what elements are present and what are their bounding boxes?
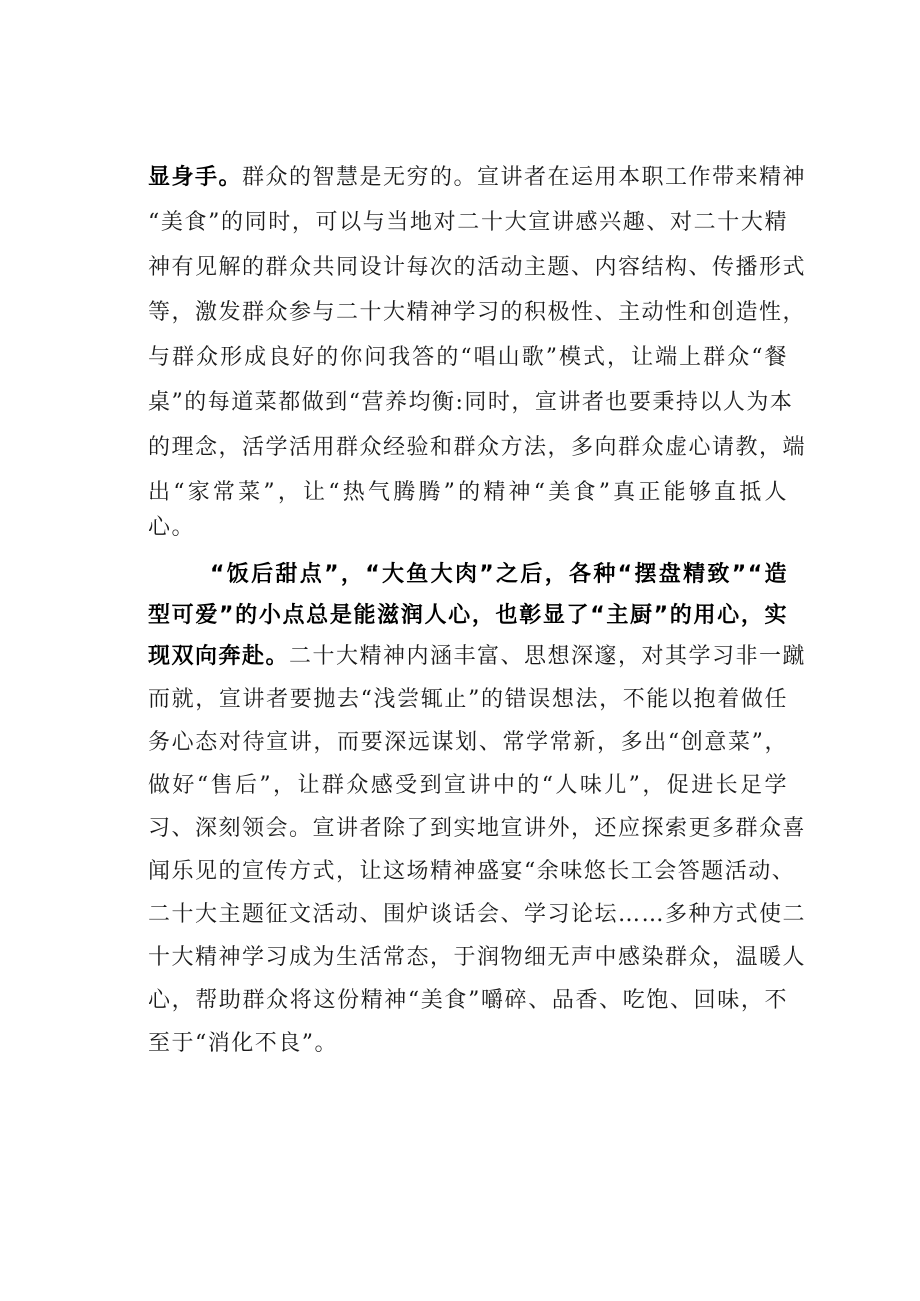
paragraph-2-line-3	[148, 637, 807, 677]
paragraph-2-line-1	[210, 555, 788, 595]
paragraph-2-line-10	[148, 938, 807, 978]
paragraph-2-line-6	[148, 766, 788, 806]
line-text: “美食”的同时，可以与当地对二十大宣讲感兴趣、对二十大精	[148, 210, 788, 235]
paragraph-1-line-1	[148, 158, 807, 198]
paragraph-1-line-2	[148, 203, 788, 243]
line-text: 心。	[148, 515, 196, 540]
line-text: 而就，宣讲者要抛去“浅尝辄止”的错误想法，不能以抱着做任	[148, 687, 788, 712]
line-text: 桌”的每道菜都做到“营养均衡:同时，宣讲者也要秉持以人为本	[148, 390, 794, 415]
line-text: 的理念，活学活用群众经验和群众方法，多向群众虚心请教，端	[148, 435, 807, 460]
paragraph-2-line-4	[148, 680, 788, 720]
line-text: 习、深刻领会。宣讲者除了到实地宣讲外，还应探索更多群众喜	[148, 816, 807, 841]
paragraph-1-line-8	[148, 473, 788, 513]
bold-heading: 型可爱”的小点总是能滋润人心，也彰显了“主厨”的用心，实	[148, 603, 788, 628]
line-text: 心，帮助群众将这份精神“美食”嚼碎、品香、吃饱、回味，不	[148, 988, 788, 1013]
line-text: 等，激发群众参与二十大精神学习的积极性、主动性和创造性，	[148, 300, 807, 325]
line-text: 二十大主题征文活动、围炉谈话会、学习论坛……多种方式使二	[148, 902, 807, 927]
bold-lead: 现双向奔赴。	[148, 644, 290, 669]
paragraph-1-line-5	[148, 338, 788, 378]
paragraph-2-line-2	[148, 596, 788, 636]
line-text: 二十大精神内涵丰富、思想深邃，对其学习非一蹴	[289, 644, 807, 669]
line-text: 务心态对待宣讲，而要深远谋划、常学常新，多出“创意菜”，	[148, 730, 788, 755]
paragraph-1-line-7	[148, 428, 807, 468]
line-text: 做好“售后”，让群众感受到宣讲中的“人味儿”，促进长足学	[148, 773, 788, 798]
paragraph-2-line-12	[148, 1024, 788, 1064]
line-text: 十大精神学习成为生活常态，于润物细无声中感染群众，温暖人	[148, 945, 807, 970]
bold-heading: “饭后甜点”，“大鱼大肉”之后，各种“摆盘精致”“造	[210, 562, 788, 587]
paragraph-2-line-5	[148, 723, 788, 763]
paragraph-1-line-3	[148, 248, 807, 288]
paragraph-1-line-4	[148, 293, 807, 333]
line-text: 至于“消化不良”。	[148, 1031, 338, 1056]
paragraph-1-line-9	[148, 508, 788, 548]
bold-lead: 显身手。	[148, 165, 243, 190]
line-text: 与群众形成良好的你问我答的“唱山歌”模式，让端上群众“餐	[148, 345, 788, 370]
line-text: 群众的智慧是无穷的。宣讲者在运用本职工作带来精神	[242, 165, 807, 190]
paragraph-2-line-11	[148, 981, 788, 1021]
paragraph-1-line-6	[148, 383, 794, 423]
paragraph-2-line-8	[148, 852, 796, 892]
line-text: 神有见解的群众共同设计每次的活动主题、内容结构、传播形式	[148, 255, 807, 280]
line-text: 闻乐见的宣传方式，让这场精神盛宴“余味悠长工会答题活动、	[148, 859, 796, 884]
paragraph-2-line-7	[148, 809, 807, 849]
paragraph-2-line-9	[148, 895, 807, 935]
line-text: 出“家常菜”，让“热气腾腾”的精神“美食”真正能够直抵人	[148, 480, 788, 505]
